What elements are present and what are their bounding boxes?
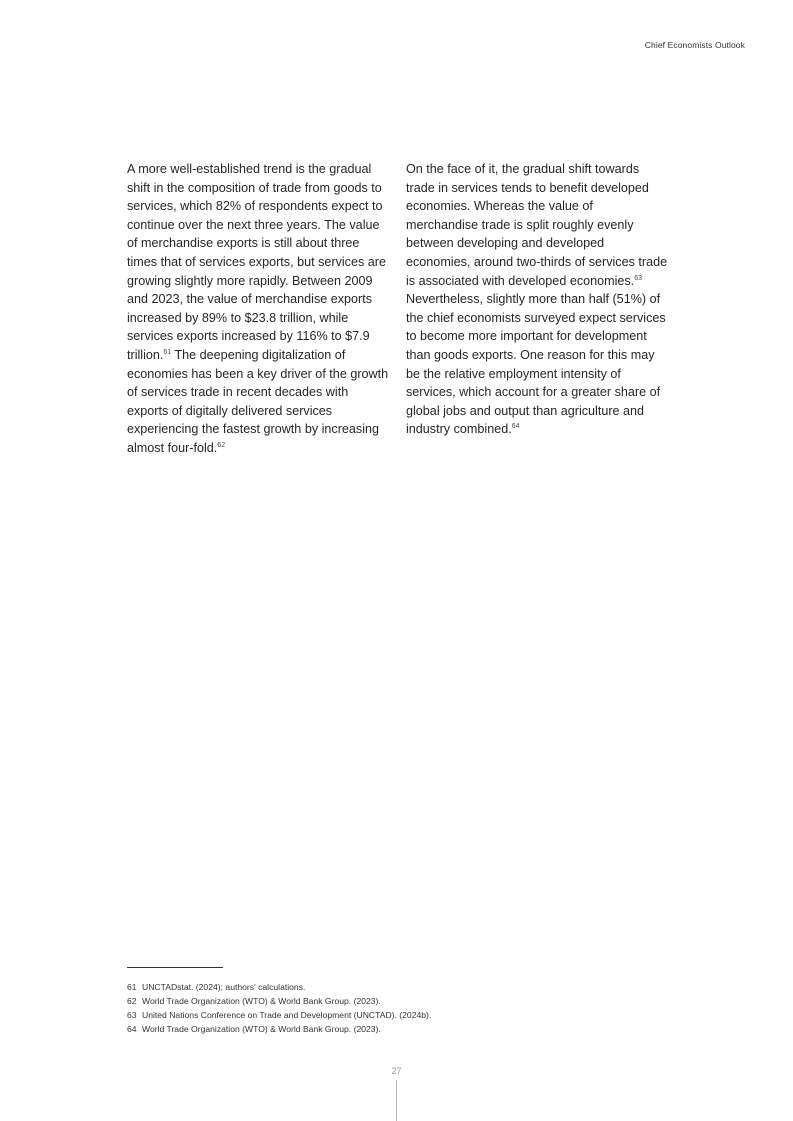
- footnote-text: World Trade Organization (WTO) & World Bank Group. (2023).: [142, 1023, 381, 1034]
- footnote-item: [127, 1009, 687, 1023]
- page-number: 27: [391, 1066, 402, 1076]
- paragraph-text: The deepening digitalization of economies has been a key driver of the growth of services trade in recent decades with exports of digitally delivered services experiencing the fastest growth by increasing almost four-fold.: [127, 347, 389, 455]
- footnote-ref-64[interactable]: 64: [511, 423, 520, 431]
- paragraph-text: A more well-established trend is the gradual shift in the composition of trade from goods to services, which 82% of respondents expect to continue over the next three years. The value of merchandise exports is still about three times that of services exports, but services are growing slightly more rapidly. Between 2009 and 2023, the value of merchandise exports increased by 89% to $23.8 trillion, while services exports increased by 116% to $7.9 trillion.: [127, 162, 386, 362]
- footnote-text: World Trade Organization (WTO) & World Bank Group. (2023).: [142, 995, 381, 1006]
- footnote-item: [127, 981, 687, 995]
- footnotes-list: [127, 981, 687, 1037]
- footnote-ref-61[interactable]: 61: [163, 348, 172, 356]
- paragraph-text: On the face of it, the gradual shift towards trade in services tends to benefit developed economies. Whereas the value of merchandise trade is split roughly evenly between developing and developed economies, around two-thirds of services trade is associated with developed economies.: [406, 162, 668, 288]
- right-column: [406, 160, 668, 439]
- page-number-rule: [396, 1080, 397, 1121]
- running-header: Chief Economists Outlook: [644, 40, 745, 50]
- footnote-ref-62[interactable]: 62: [217, 441, 226, 449]
- footnote-number: 63: [127, 1009, 137, 1020]
- left-column: [127, 160, 389, 458]
- footnote-item: [127, 1023, 687, 1037]
- paragraph-developed-economies: [406, 160, 668, 439]
- footnote-ref-63[interactable]: 63: [634, 274, 643, 282]
- footnote-text: UNCTADstat. (2024); authors' calculations.: [142, 982, 306, 992]
- footnote-number: 64: [127, 1023, 137, 1034]
- footnote-number: 61: [127, 982, 137, 992]
- paragraph-text: Nevertheless, slightly more than half (51%) of the chief economists surveyed expect services to become more important for development than goods exports. One reason for this may be the relative employment intensity of services, which account for a greater share of global jobs and output than agriculture and industry combined.: [406, 292, 666, 437]
- footnote-text: United Nations Conference on Trade and Development (UNCTAD). (2024b).: [142, 1009, 432, 1020]
- footnote-item: [127, 995, 687, 1009]
- footnote-number: 62: [127, 995, 137, 1006]
- paragraph-trade-shift: [127, 160, 389, 458]
- footnote-divider: [127, 967, 223, 968]
